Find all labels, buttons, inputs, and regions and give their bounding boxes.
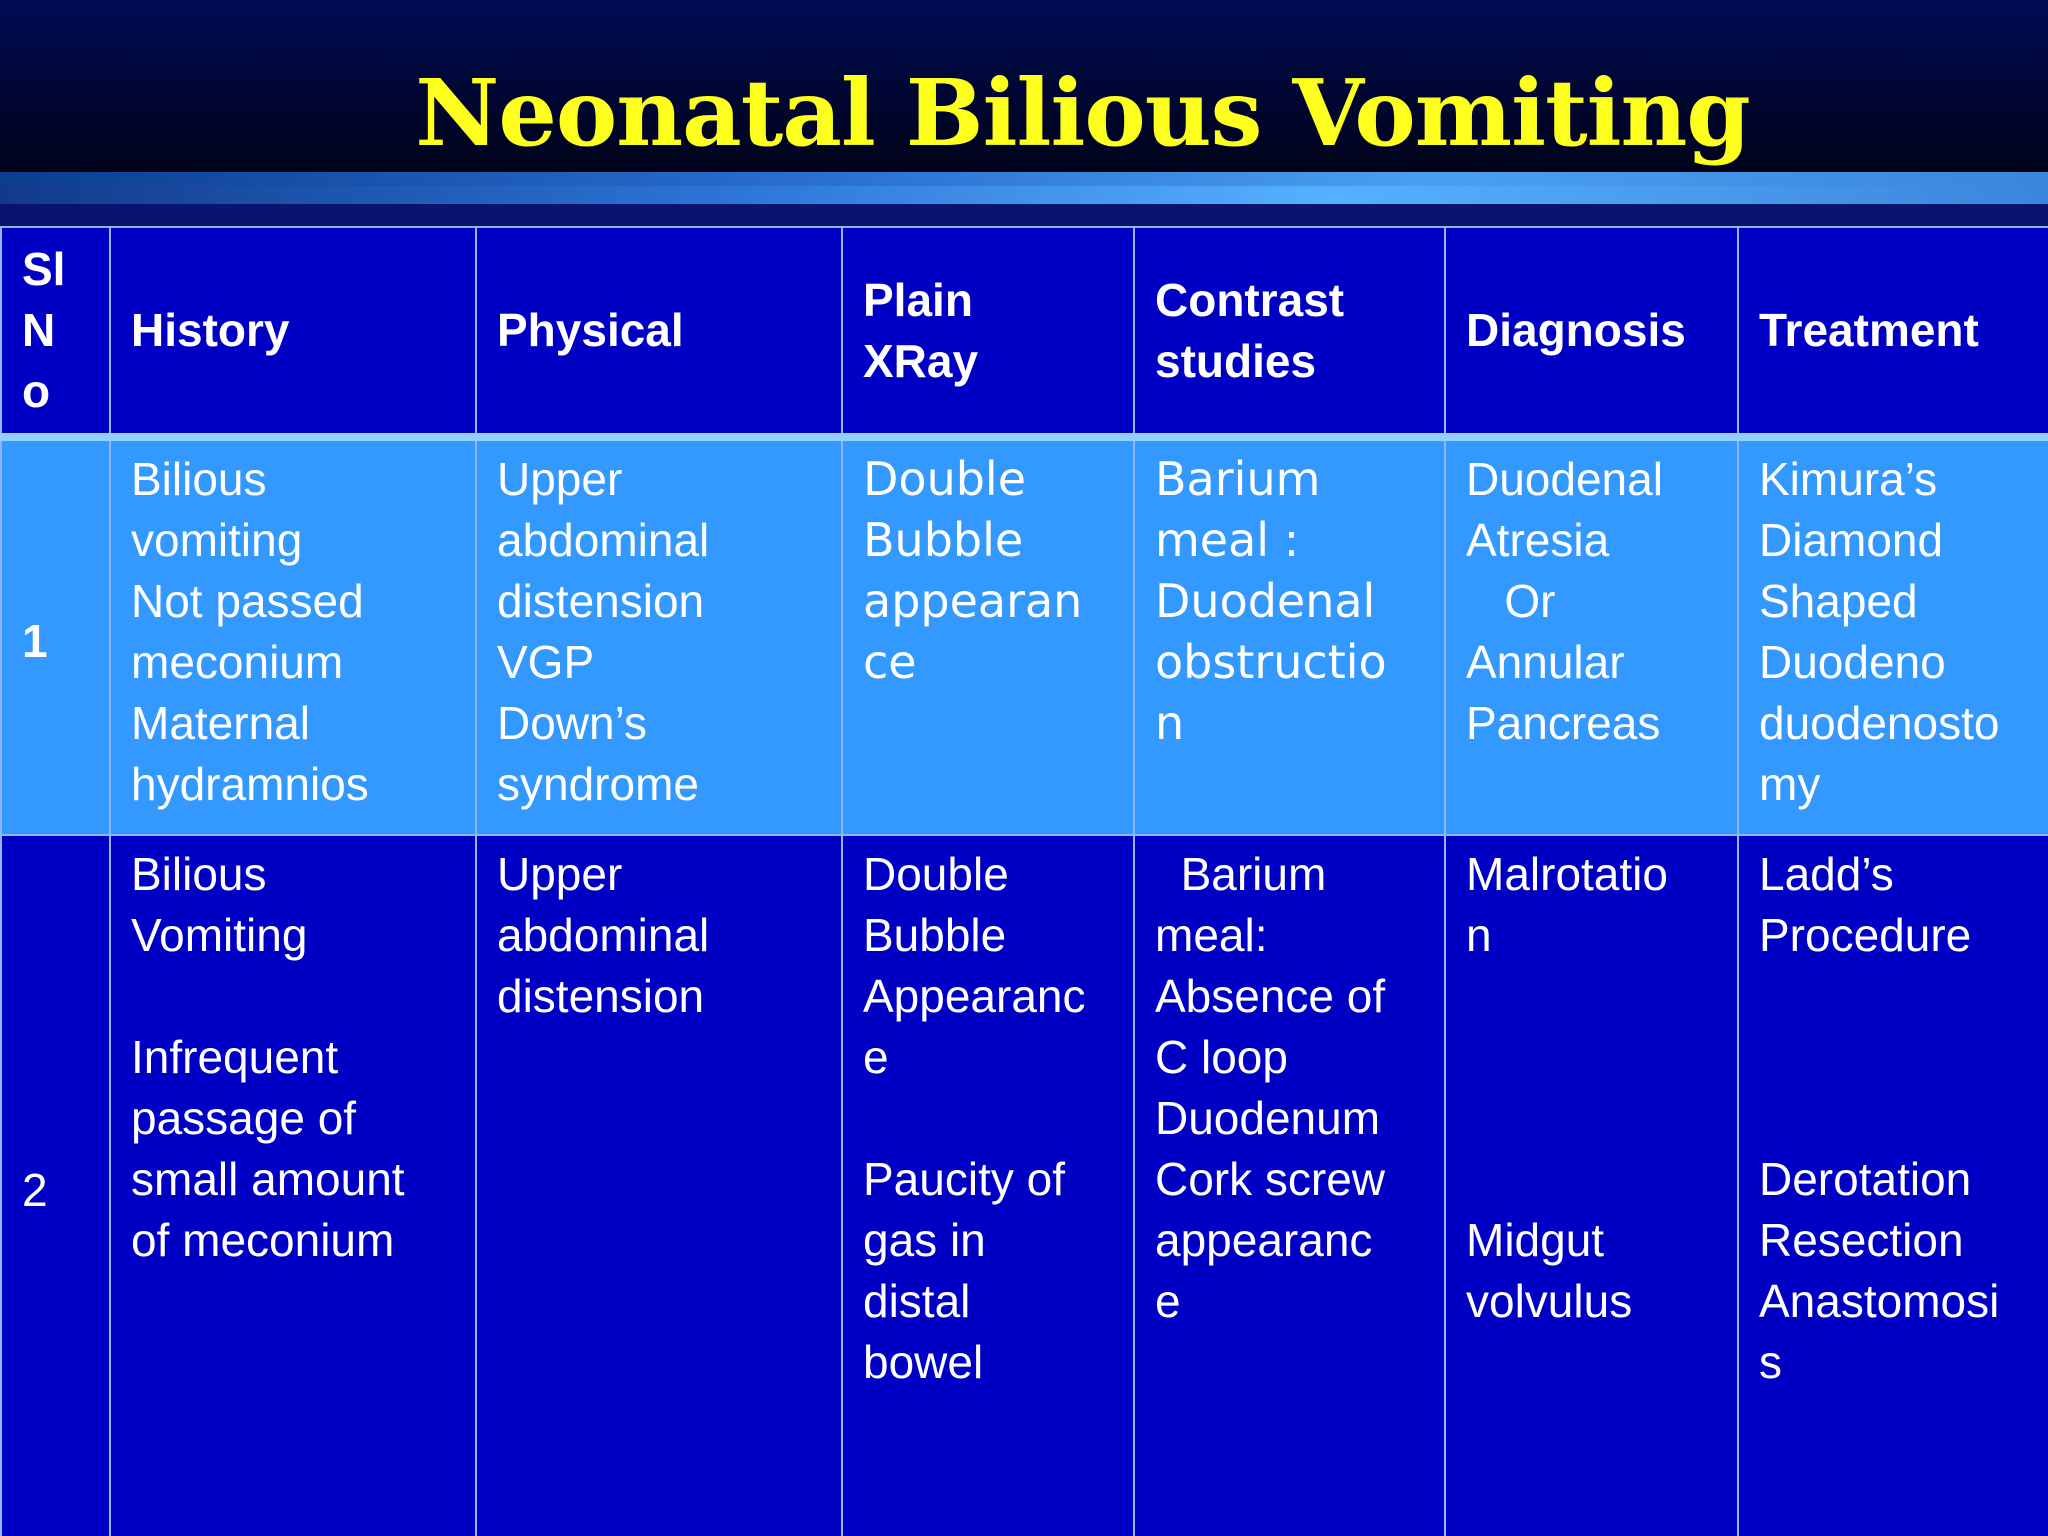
decorative-stripe-top (0, 172, 2048, 186)
header-text: History (131, 304, 290, 356)
cell-text: Absence of (1155, 970, 1386, 1022)
cell-text: appearanc (1155, 1214, 1373, 1266)
cell-text: volvulus (1466, 1275, 1633, 1327)
header-text: Plain (863, 273, 973, 326)
cell-text: C loop (1155, 1031, 1288, 1083)
header-text: Sl (22, 243, 66, 295)
cell-text: Double (863, 848, 1009, 900)
header-text: o (22, 365, 51, 417)
cell-text: Bubble (863, 513, 1024, 567)
cell-sl-no (1, 437, 110, 835)
cell-text (1466, 1027, 1719, 1088)
cell-text (1466, 1088, 1719, 1149)
cell-text: hydramnios (131, 758, 369, 810)
cell-text: Upper (497, 453, 623, 505)
cell-text: Atresia (1466, 514, 1610, 566)
table-header-row (1, 227, 2048, 437)
header-text: N (22, 304, 56, 356)
cell-text: meal : (1155, 513, 1300, 567)
cell-text: Bilious (131, 453, 267, 505)
table-row (1, 835, 2048, 1536)
cell-text: 2 (22, 1163, 48, 1216)
cell-history (110, 437, 476, 835)
cell-text: Infrequent (131, 1031, 339, 1083)
cell-text: abdominal (497, 909, 710, 961)
cell-history (110, 835, 476, 1536)
cell-text: Bilious (131, 848, 267, 900)
cell-text (1466, 966, 1719, 1027)
cell-text: Kimura’s (1759, 453, 1938, 505)
cell-text: n (1466, 909, 1492, 961)
cell-text: Midgut (1466, 1214, 1605, 1266)
cell-text: Double (863, 452, 1026, 506)
cell-text: Paucity of (863, 1153, 1065, 1205)
cell-text: VGP (497, 636, 595, 688)
cell-text: duodenosto (1759, 697, 2000, 749)
cell-text: Duodenum (1155, 1092, 1381, 1144)
cell-treatment (1738, 835, 2048, 1536)
cell-diagnosis (1445, 835, 1738, 1536)
cell-text: Upper (497, 848, 623, 900)
cell-text: Resection (1759, 1214, 1964, 1266)
cell-text: e (863, 1031, 889, 1083)
cell-text: bowel (863, 1336, 984, 1388)
cell-text: Barium (1155, 848, 1327, 900)
cell-text: of meconium (131, 1214, 395, 1266)
cell-text: Duodeno (1759, 636, 1946, 688)
cell-physical (476, 835, 842, 1536)
decorative-stripe-middle (0, 186, 2048, 204)
cell-text: Duodenal (1155, 574, 1376, 628)
header-plain-xray (842, 227, 1134, 437)
header-text: studies (1155, 334, 1317, 387)
cell-text (1466, 1149, 1719, 1210)
cell-text: Bubble (863, 909, 1007, 961)
cell-plain-xray (842, 835, 1134, 1536)
cell-text: Anastomosi (1759, 1275, 2000, 1327)
cell-plain-xray (842, 437, 1134, 835)
cell-text (1759, 966, 2030, 1027)
cell-text: abdominal (497, 514, 710, 566)
header-text: Physical (497, 304, 684, 356)
header-treatment (1738, 227, 2048, 437)
slide-title: Neonatal Bilious Vomiting (415, 59, 1750, 167)
cell-text (131, 966, 457, 1027)
cell-text: obstructio (1155, 635, 1387, 689)
cell-text (1759, 1027, 2030, 1088)
cell-text: Barium (1155, 452, 1321, 506)
cell-sl-no (1, 835, 110, 1536)
cell-text: Malrotatio (1466, 848, 1668, 900)
cell-text: Not passed (131, 575, 364, 627)
cell-text: Diamond (1759, 514, 1944, 566)
table-row (1, 437, 2048, 835)
cell-text (1759, 1088, 2030, 1149)
cell-text: gas in (863, 1214, 986, 1266)
cell-text: Vomiting (131, 909, 308, 961)
cell-text: Duodenal (1466, 453, 1663, 505)
cell-text: Procedure (1759, 909, 1972, 961)
cell-text: Pancreas (1466, 697, 1661, 749)
header-sl-no (1, 227, 110, 437)
cell-text: Derotation (1759, 1153, 1972, 1205)
cell-text: appearan (863, 574, 1083, 628)
header-text: Contrast (1155, 273, 1345, 326)
header-diagnosis (1445, 227, 1738, 437)
header-history (110, 227, 476, 437)
cell-text: Shaped (1759, 575, 1918, 627)
header-contrast-studies (1134, 227, 1445, 437)
header-text: Treatment (1759, 304, 1979, 356)
cell-text: 1 (22, 615, 48, 667)
cell-text: syndrome (497, 758, 699, 810)
cell-text: ce (863, 635, 917, 689)
cell-text: distal (863, 1275, 971, 1327)
cell-contrast-studies (1134, 835, 1445, 1536)
cell-text: distension (497, 575, 705, 627)
cell-text: n (1155, 696, 1185, 750)
header-physical (476, 227, 842, 437)
cell-text: passage of (131, 1092, 357, 1144)
header-text: Diagnosis (1466, 304, 1686, 356)
decorative-stripe-bottom (0, 204, 2048, 226)
cell-text: Or (1466, 575, 1556, 627)
cell-text: Appearanc (863, 970, 1086, 1022)
cell-text: Ladd’s (1759, 848, 1894, 900)
cell-text: Maternal (131, 697, 310, 749)
comparison-table (0, 226, 2048, 1536)
cell-text: distension (497, 970, 705, 1022)
cell-diagnosis (1445, 437, 1738, 835)
cell-text: s (1759, 1336, 1782, 1388)
cell-physical (476, 437, 842, 835)
cell-text: small amount (131, 1153, 405, 1205)
cell-text: Down’s (497, 697, 647, 749)
cell-text: my (1759, 758, 1821, 810)
cell-text (863, 1088, 1115, 1149)
header-text: XRay (863, 334, 979, 387)
cell-text: meconium (131, 636, 344, 688)
cell-text: Annular (1466, 636, 1625, 688)
cell-text: meal: (1155, 909, 1268, 961)
cell-text: e (1155, 1275, 1181, 1327)
cell-text: Cork screw (1155, 1153, 1386, 1205)
cell-treatment (1738, 437, 2048, 835)
cell-text: vomiting (131, 514, 303, 566)
cell-contrast-studies (1134, 437, 1445, 835)
